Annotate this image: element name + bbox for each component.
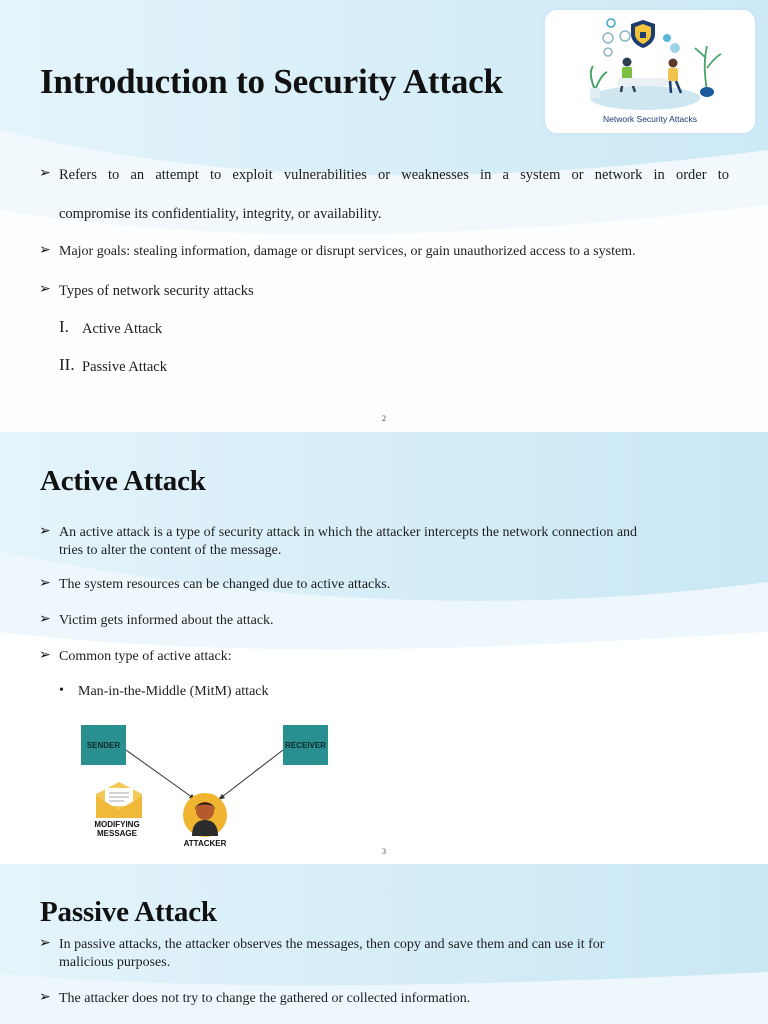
arrow-bullet-icon: ➢ xyxy=(39,166,51,181)
dot-bullet-icon: • xyxy=(59,683,64,698)
modifying-label-line: MODIFYING xyxy=(94,820,140,829)
slide-introduction xyxy=(0,0,768,432)
page-number: 2 xyxy=(382,414,386,423)
bullet-text: The attacker does not try to change the gathered or collected information. xyxy=(59,991,471,1006)
arrow-bullet-icon: ➢ xyxy=(39,612,51,627)
bullet-text: An active attack is a type of security attack in which the attacker intercepts the network connection and xyxy=(59,525,638,540)
slide-title: Active Attack xyxy=(40,465,206,497)
modifying-message-label xyxy=(84,820,150,838)
slide-title: Introduction to Security Attack xyxy=(40,62,503,101)
message-label-line: MESSAGE xyxy=(96,829,137,838)
arrow-bullet-icon: ➢ xyxy=(39,648,51,663)
bullet-text: Types of network security attacks xyxy=(59,283,254,299)
arrow-bullet-icon: ➢ xyxy=(39,524,51,539)
slide-title: Passive Attack xyxy=(40,896,217,928)
bullet-text-continued: malicious purposes. xyxy=(59,955,171,970)
sender-box: SENDER xyxy=(81,725,126,765)
bullet-text: In passive attacks, the attacker observes the messages, then copy and save them and can use it for xyxy=(59,937,605,952)
slide-passive-attack xyxy=(0,864,768,1024)
sub-bullet-text: Man-in-the-Middle (MitM) attack xyxy=(78,684,269,699)
bullet-text-continued: compromise its confidentiality, integrity, or availability. xyxy=(59,206,382,222)
bullet-text: Refers to an attempt to exploit vulnerabilities or weaknesses in a system or network in order to xyxy=(59,167,729,183)
network-security-illustration xyxy=(545,10,755,133)
mitm-diagram xyxy=(0,432,768,864)
receiver-box: RECEIVER xyxy=(283,725,328,765)
arrow-bullet-icon: ➢ xyxy=(39,936,51,951)
attacker-label: ATTACKER xyxy=(183,839,227,848)
bullet-text: Major goals: stealing information, damage or disrupt services, or gain unauthorized access to a system. xyxy=(59,244,636,259)
attacker-avatar-icon xyxy=(182,792,228,838)
arrow-bullet-icon: ➢ xyxy=(39,282,51,297)
bullet-text: Common type of active attack: xyxy=(59,649,232,664)
envelope-icon xyxy=(94,780,144,820)
roman-numeral: II. xyxy=(59,355,75,374)
illustration-caption: Network Security Attacks xyxy=(602,114,697,124)
page-number: 3 xyxy=(382,847,386,856)
slide-active-attack xyxy=(0,432,768,864)
arrow-bullet-icon: ➢ xyxy=(39,990,51,1005)
attack-type-label: Passive Attack xyxy=(82,359,167,375)
bullet-text-continued: tries to alter the content of the message. xyxy=(59,543,282,558)
attack-type-label: Active Attack xyxy=(82,321,163,337)
bullet-text: Victim gets informed about the attack. xyxy=(59,613,274,628)
roman-numeral: I. xyxy=(59,317,69,336)
bullet-text: The system resources can be changed due to active attacks. xyxy=(59,577,391,592)
arrow-bullet-icon: ➢ xyxy=(39,576,51,591)
arrow-bullet-icon: ➢ xyxy=(39,243,51,258)
